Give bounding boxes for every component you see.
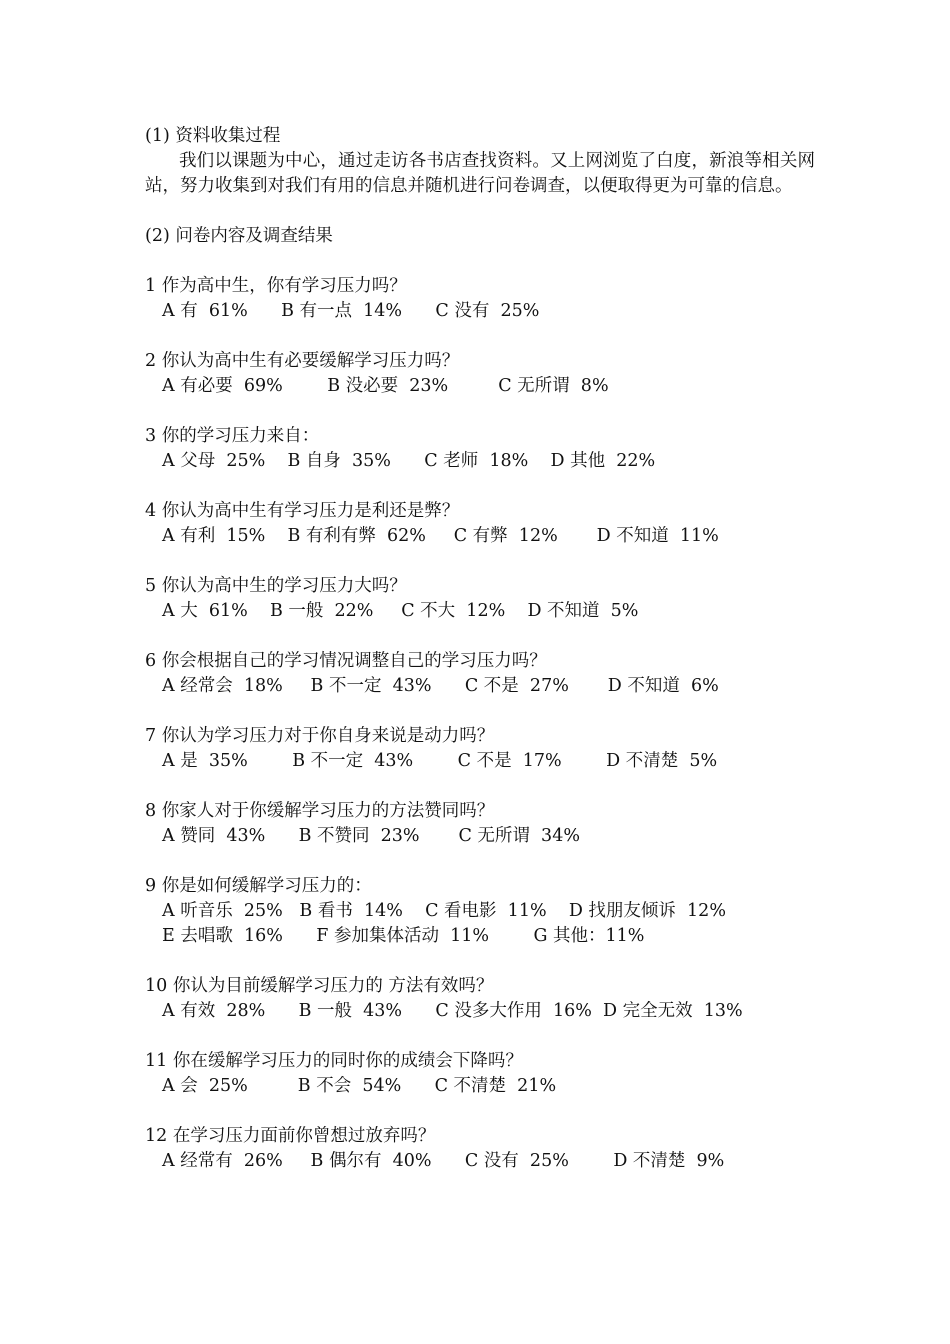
question-options: A 赞同 43% B 不赞同 23% C 无所谓 34%	[162, 826, 580, 846]
question-options: A 大 61% B 一般 22% C 不大 12% D 不知道 5%	[162, 601, 639, 621]
question-options: A 有效 28% B 一般 43% C 没多大作用 16% D 完全无效 13%	[162, 1001, 743, 1021]
question-block	[145, 974, 815, 1024]
question-text: 3 你的学习压力来自：	[145, 426, 320, 446]
spacer	[145, 1099, 815, 1124]
question-block	[145, 274, 815, 324]
question-options: A 经常会 18% B 不一定 43% C 不是 27% D 不知道 6%	[162, 676, 719, 696]
section-heading-collection: (1) 资料收集过程	[145, 126, 281, 146]
question-options: A 父母 25% B 自身 35% C 老师 18% D 其他 22%	[162, 451, 656, 471]
question-text: 1 作为高中生，你有学习压力吗？	[145, 276, 407, 296]
question-text: 10 你认为目前缓解学习压力的 方法有效吗？	[145, 976, 494, 996]
question-options: A 有利 15% B 有利有弊 62% C 有弊 12% D 不知道 11%	[162, 526, 719, 546]
question-text: 12 在学习压力面前你曾想过放弃吗？	[145, 1126, 436, 1146]
question-options: A 经常有 26% B 偶尔有 40% C 没有 25% D 不清楚 9%	[162, 1151, 725, 1171]
spacer	[145, 474, 815, 499]
spacer	[145, 699, 815, 724]
question-block	[145, 1124, 815, 1174]
question-block	[145, 874, 815, 949]
question-block	[145, 724, 815, 774]
question-text: 2 你认为高中生有必要缓解学习压力吗？	[145, 351, 460, 371]
question-text: 8 你家人对于你缓解学习压力的方法赞同吗？	[145, 801, 495, 821]
question-text: 4 你认为高中生有学习压力是利还是弊？	[145, 501, 460, 521]
question-options: A 听音乐 25% B 看书 14% C 看电影 11% D 找朋友倾诉 12%	[162, 901, 726, 921]
question-block	[145, 424, 815, 474]
question-text: 11 你在缓解学习压力的同时你的成绩会下降吗？	[145, 1051, 523, 1071]
question-block	[145, 1049, 815, 1099]
question-text: 6 你会根据自己的学习情况调整自己的学习压力吗？	[145, 651, 547, 671]
question-options: A 有必要 69% B 没必要 23% C 无所谓 8%	[162, 376, 609, 396]
spacer	[145, 549, 815, 574]
question-text: 9 你是如何缓解学习压力的：	[145, 876, 372, 896]
spacer	[145, 199, 815, 224]
spacer	[145, 1024, 815, 1049]
spacer	[145, 324, 815, 349]
spacer	[145, 624, 815, 649]
question-block	[145, 349, 815, 399]
question-text: 5 你认为高中生的学习压力大吗？	[145, 576, 407, 596]
collection-paragraph: 我们以课题为中心，通过走访各书店查找资料。又上网浏览了白度，新浪等相关网站，努力收集到对我们有用的信息并随机进行问卷调查，以便取得更为可靠的信息。	[145, 151, 815, 196]
question-options: A 是 35% B 不一定 43% C 不是 17% D 不清楚 5%	[162, 751, 718, 771]
question-options: E 去唱歌 16% F 参加集体活动 11% G 其他：11%	[162, 926, 645, 946]
spacer	[145, 849, 815, 874]
spacer	[145, 249, 815, 274]
section-heading-survey: (2) 问卷内容及调查结果	[145, 226, 333, 246]
spacer	[145, 774, 815, 799]
spacer	[145, 399, 815, 424]
question-block	[145, 499, 815, 549]
document-page	[145, 124, 815, 1174]
question-options: A 会 25% B 不会 54% C 不清楚 21%	[162, 1076, 557, 1096]
question-block	[145, 799, 815, 849]
spacer	[145, 949, 815, 974]
question-block	[145, 649, 815, 699]
question-text: 7 你认为学习压力对于你自身来说是动力吗？	[145, 726, 495, 746]
question-options: A 有 61% B 有一点 14% C 没有 25%	[162, 301, 540, 321]
question-block	[145, 574, 815, 624]
